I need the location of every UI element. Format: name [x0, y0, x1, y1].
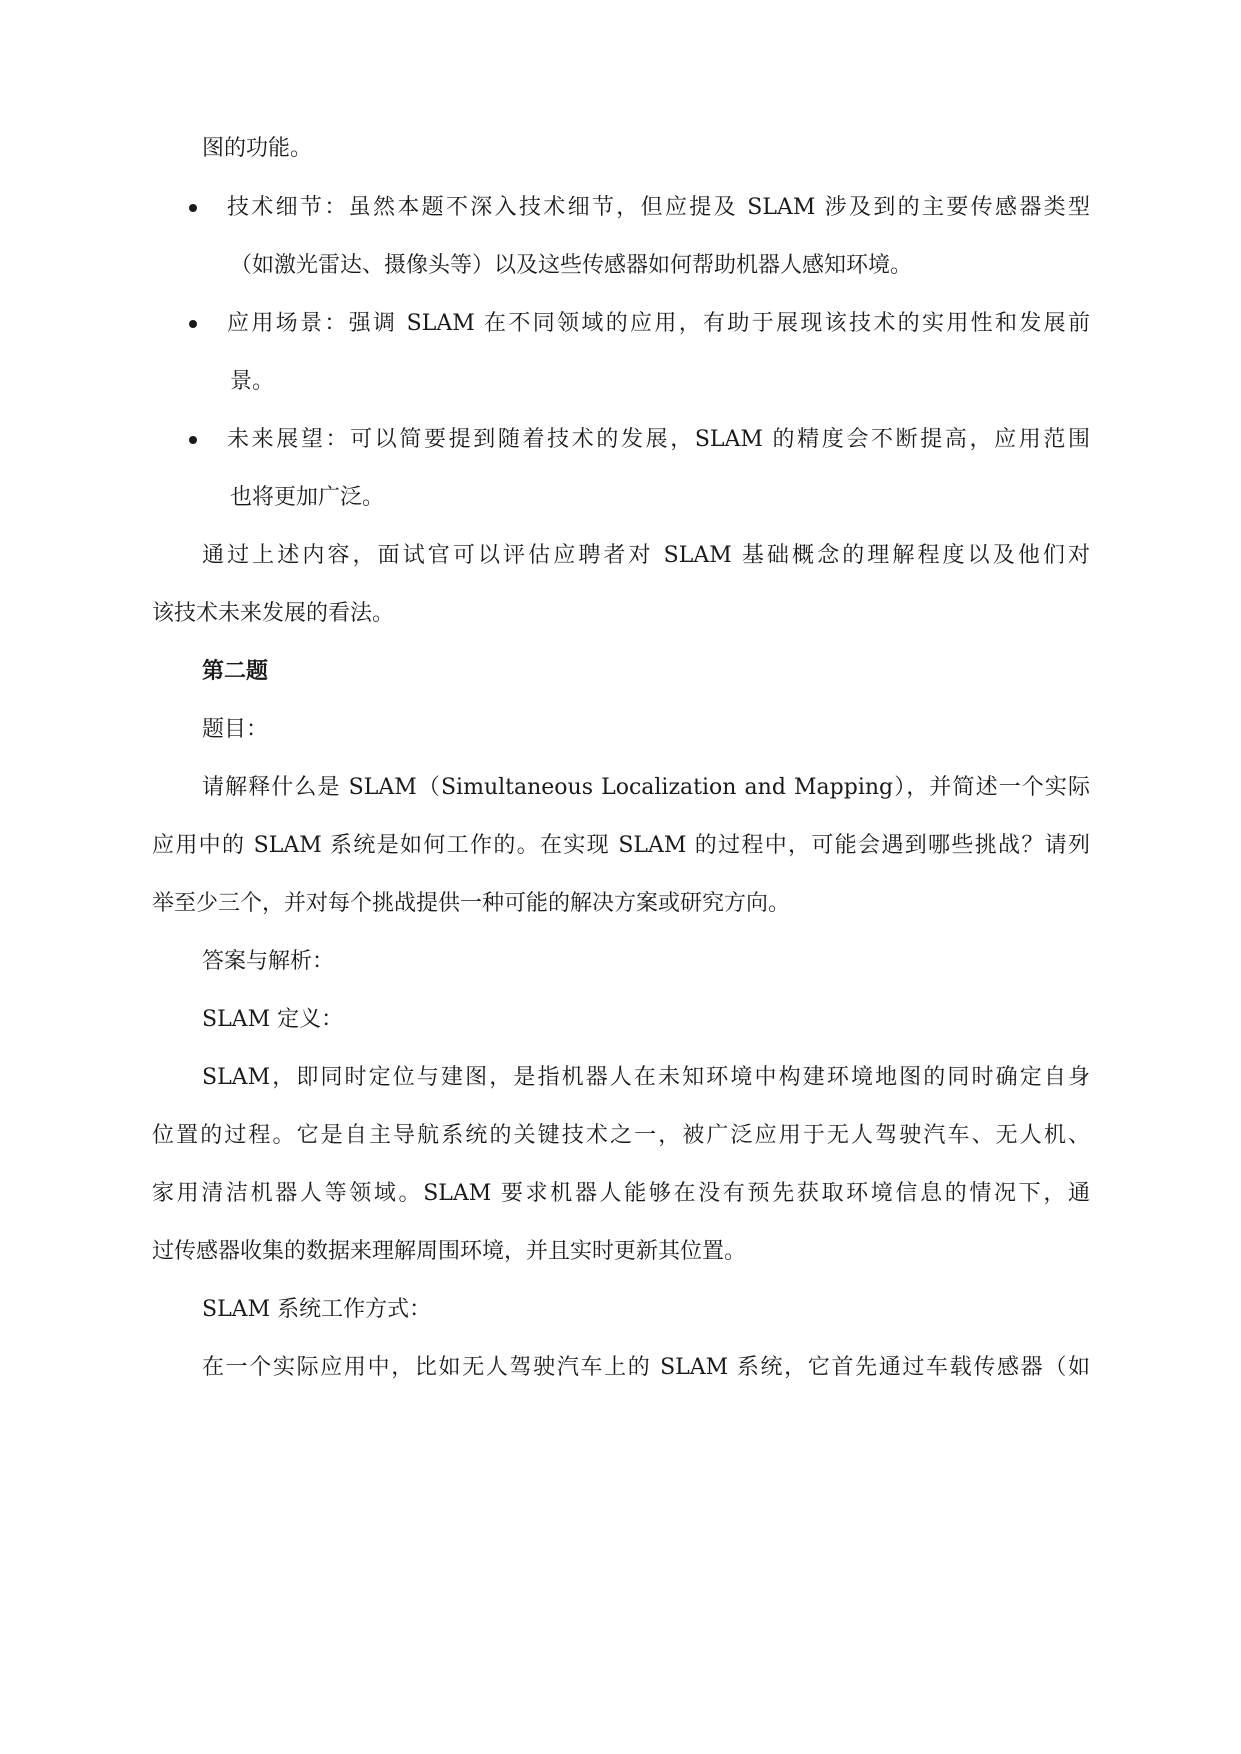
definition-line-1: SLAM，即同时定位与建图，是指机器人在未知环境中构建环境地图的同时确定自身 — [202, 1065, 1090, 1090]
continuation-line: 图的功能。 — [202, 136, 313, 161]
definition-line-2: 位置的过程。它是自主导航系统的关键技术之一，被广泛应用于无人驾驶汽车、无人机、 — [152, 1123, 1090, 1148]
bullet-2-line-2: 景。 — [230, 369, 275, 394]
definition-label: SLAM 定义： — [202, 1007, 344, 1032]
section-heading: 第二题 — [202, 659, 269, 684]
question-line-1: 请解释什么是 SLAM（Simultaneous Localization and Mapping），并简述一个实际 — [202, 775, 1090, 800]
summary-line-1: 通过上述内容，面试官可以评估应聘者对 SLAM 基础概念的理解程度以及他们对 — [202, 543, 1090, 568]
workflow-label: SLAM 系统工作方式： — [202, 1297, 432, 1322]
answer-label: 答案与解析： — [202, 949, 335, 974]
definition-line-4: 过传感器收集的数据来理解周围环境，并且实时更新其位置。 — [152, 1239, 747, 1264]
question-label: 题目： — [202, 717, 269, 742]
bullet-dot-icon — [189, 436, 197, 444]
question-line-3: 举至少三个，并对每个挑战提供一种可能的解决方案或研究方向。 — [152, 891, 791, 916]
question-line-2: 应用中的 SLAM 系统是如何工作的。在实现 SLAM 的过程中，可能会遇到哪些挑战？请列 — [152, 833, 1090, 858]
bullet-2-line-1: 应用场景：强调 SLAM 在不同领域的应用，有助于展现该技术的实用性和发展前 — [227, 311, 1090, 336]
workflow-line-1: 在一个实际应用中，比如无人驾驶汽车上的 SLAM 系统，它首先通过车载传感器（如 — [202, 1355, 1090, 1380]
summary-line-2: 该技术未来发展的看法。 — [152, 601, 395, 626]
bullet-dot-icon — [189, 204, 197, 212]
bullet-3-line-2: 也将更加广泛。 — [230, 485, 385, 510]
definition-line-3: 家用清洁机器人等领域。SLAM 要求机器人能够在没有预先获取环境信息的情况下，通 — [152, 1181, 1090, 1206]
bullet-1-line-2: （如激光雷达、摄像头等）以及这些传感器如何帮助机器人感知环境。 — [230, 253, 913, 278]
bullet-3-line-1: 未来展望：可以简要提到随着技术的发展，SLAM 的精度会不断提高，应用范围 — [227, 427, 1090, 452]
bullet-1-line-1: 技术细节：虽然本题不深入技术细节，但应提及 SLAM 涉及到的主要传感器类型 — [227, 195, 1090, 220]
bullet-dot-icon — [189, 320, 197, 328]
